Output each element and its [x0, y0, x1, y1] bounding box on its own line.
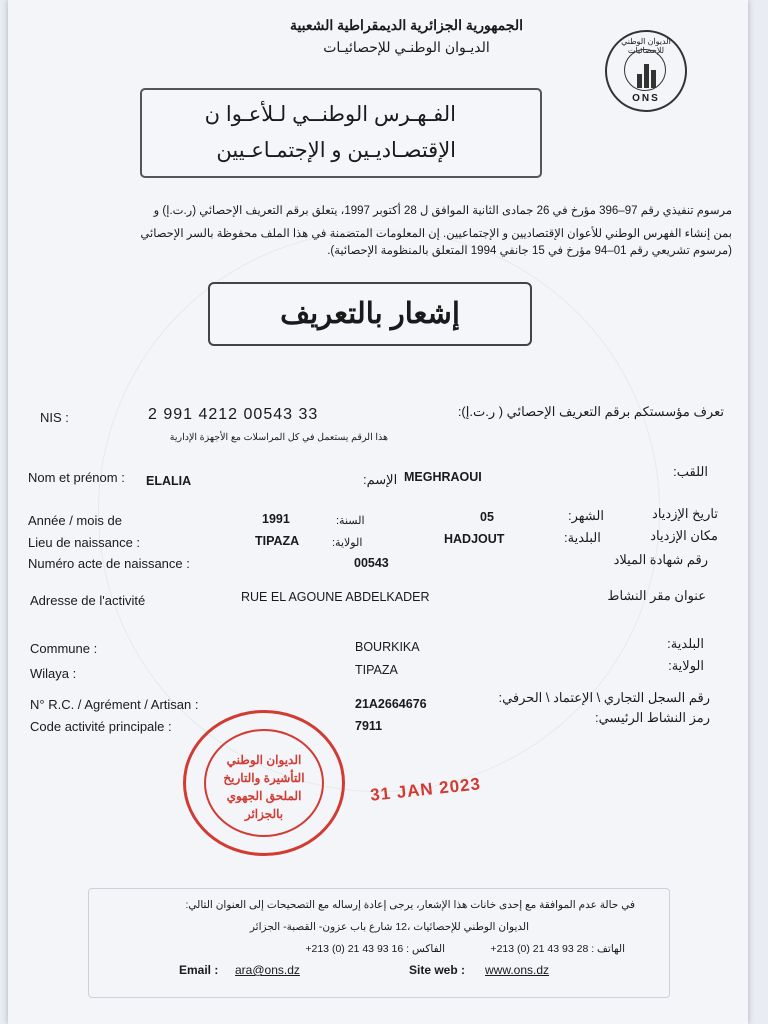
month-ar-label: الشهر: [568, 508, 604, 523]
nis-ar-label: تعرف مؤسستكم برقم التعريف الإحصائي ( ر.ت.إ): [457, 404, 724, 419]
date-stamp: 31 JAN 2023 [369, 774, 482, 805]
stamp-line-4: بالجزائر [244, 807, 284, 821]
address-ar-label: عنوان مقر النشاط [607, 588, 706, 603]
email-label: Email : [179, 963, 219, 977]
stamp-line-1: الديوان الوطني [226, 753, 302, 767]
birth-act-value: 00543 [354, 556, 389, 570]
republic-title: الجمهورية الجزائرية الديمقراطية الشعبية [289, 17, 523, 33]
decree-line-2: بمن إنشاء الفهرس الوطني للأعوان الإقتصاديين و الإجتماعيين. إن المعلومات المتضمنة في هذا الملف محفوظة بالسر الإحصائي [140, 228, 732, 240]
site-link[interactable]: www.ons.dz [485, 963, 550, 977]
last-name-value: MEGHRAOUI [404, 470, 482, 484]
footer-fax: الفاكس : 16 93 43 21 (0) 213+ [305, 943, 445, 955]
office-title: الديـوان الوطنـي للإحصائيـات [323, 39, 490, 55]
title-line-1: الفـهـرس الوطنــي لـلأعـوا ن [204, 103, 456, 126]
year-month-label: Année / mois de [28, 513, 122, 528]
logo-arc-text: الديوان الوطني للإحصائيات [621, 37, 671, 55]
birth-commune-value: HADJOUT [444, 532, 505, 546]
wilaya-ar-label-2: الولاية: [668, 658, 704, 673]
wilaya-ar-label: الولاية: [332, 537, 363, 549]
commune-ar-label: البلدية: [564, 530, 601, 545]
address-label: Adresse de l'activité [30, 593, 146, 608]
birth-act-label: Numéro acte de naissance : [28, 556, 190, 571]
first-name-value: ELALIA [146, 474, 192, 488]
birth-act-ar-label: رقم شهادة الميلاد [613, 552, 708, 567]
document-header [290, 14, 523, 58]
official-stamp [183, 710, 345, 856]
nis-value: 2 991 4212 00543 33 [148, 406, 319, 423]
decree-line-3: (مرسوم تشريعي رقم 01–94 مؤرخ في 15 جانفي 1994 المتعلق بالمنظومة الإحصائية). [327, 245, 732, 257]
wilaya-value: TIPAZA [355, 663, 398, 677]
notice-title: إشعار بالتعريف [208, 282, 532, 346]
site-label: Site web : [409, 963, 466, 977]
stamp-line-3: الملحق الجهوي [226, 789, 302, 803]
footer-line-1: في حالة عدم الموافقة مع إحدى خانات هذا الإشعار، يرجى إعادة إرساله مع التصحيحات إلى العنوان التالي: [185, 899, 635, 911]
nis-note: هذا الرقم يستعمل في كل المراسلات مع الأجهزة الإدارية [169, 432, 388, 443]
activity-code-label: Code activité principale : [30, 719, 172, 734]
logo-text: ONS [632, 93, 660, 104]
commune-value: BOURKIKA [355, 640, 420, 654]
footer-line-2: الديوان الوطني للإحصائيات ،12 شارع باب عزون- القصبة- الجزائر [249, 921, 529, 933]
document-page [8, 0, 748, 1024]
birth-place-label: Lieu de naissance : [28, 535, 141, 550]
email-link[interactable]: ara@ons.dz [235, 963, 300, 977]
commune-label: Commune : [30, 641, 98, 656]
activity-code-value: 7911 [355, 719, 383, 733]
title-box [140, 88, 542, 178]
stamp-line-2: التأشيرة والتاريخ [223, 771, 305, 785]
rc-ar-label: رقم السجل التجاري \ الإعتماد \ الحرفي: [498, 690, 710, 705]
decree-paragraph [52, 200, 732, 263]
decree-line-1: مرسوم تنفيذي رقم 97–396 مؤرخ في 26 جمادى الثانية الموافق ل 28 أكتوبر 1997، يتعلق برقم التعريف الإحصائي (ر.ت.إ) و [153, 205, 732, 217]
birth-place-ar-label: مكان الإزدياد [650, 528, 718, 543]
year-ar-label: السنة: [336, 515, 365, 527]
ism-label: الإسم: [363, 472, 398, 487]
address-value: RUE EL AGOUNE ABDELKADER [241, 590, 430, 604]
birth-date-ar-label: تاريخ الإزدياد [652, 506, 718, 521]
commune-ar-label-2: البلدية: [667, 636, 704, 651]
laqab-label: اللقب: [673, 464, 708, 479]
rc-value: 21A2664676 [355, 697, 427, 711]
name-label: Nom et prénom : [28, 470, 125, 485]
nis-label: NIS : [40, 410, 69, 425]
wilaya-label: Wilaya : [30, 666, 77, 681]
footer-phone: الهاتف : 28 93 43 21 (0) 213+ [490, 943, 625, 955]
birth-wilaya-value: TIPAZA [255, 534, 300, 548]
footer-box [88, 888, 670, 998]
birth-year-value: 1991 [262, 512, 290, 526]
rc-label: N° R.C. / Agrément / Artisan : [30, 697, 199, 712]
title-line-2: الإقتصـاديـين و الإجتمـاعـيين [216, 139, 456, 162]
birth-month-value: 05 [480, 510, 494, 524]
activity-code-ar-label: رمز النشاط الرئيسي: [594, 710, 710, 725]
ons-logo-icon [605, 30, 687, 112]
